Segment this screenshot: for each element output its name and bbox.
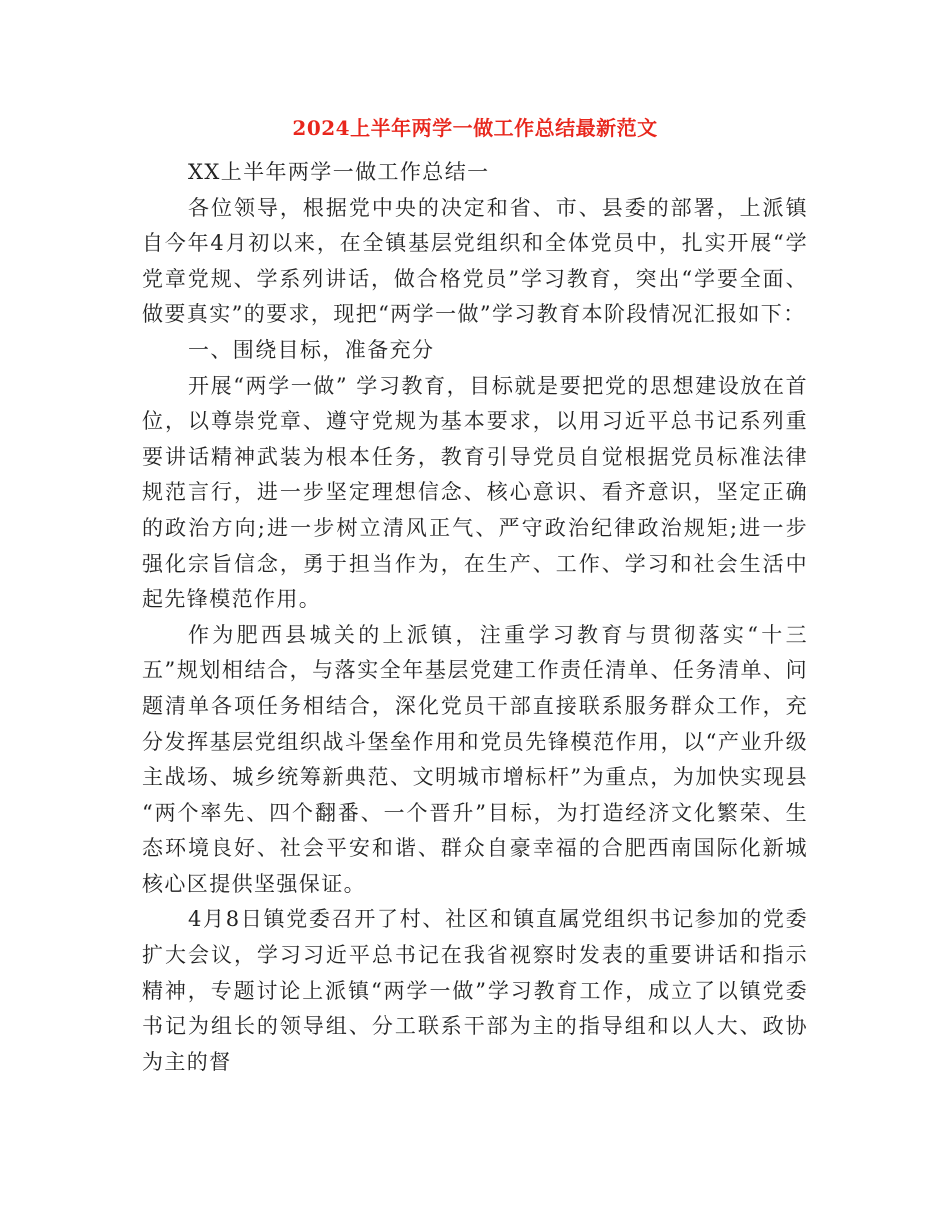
paragraph-meeting: 4月8日镇党委召开了村、社区和镇直属党组织书记参加的党委扩大会议，学习习近平总书记在我省视察时发表的重要讲话和指示精神，专题讨论上派镇“两学一做”学习教育工作，成立了以镇党委书记为组长的领导组、分工联系干部为主的指导组和以人大、政协为主的督	[142, 907, 808, 1074]
section-heading: 一、围绕目标，准备充分	[188, 337, 435, 362]
paragraph-town: 作为肥西县城关的上派镇，注重学习教育与贯彻落实“十三五”规划相结合，与落实全年基层党建工作责任清单、任务清单、问题清单各项任务相结合，深化党员干部直接联系服务群众工作，充分发挥基层党组织战斗堡垒作用和党员先锋模范作用，以“产业升级主战场、城乡统筹新典范、文明城市增标杆”为重点，为加快实现县 “两个率先、四个翻番、一个晋升”目标，为打造经济文化繁荣、生态环境良好、社会平安和谐、群众自豪幸福的合肥西南国际化新城核心区提供坚强保证。	[142, 622, 808, 896]
paragraph-subtitle: XX上半年两学一做工作总结一	[188, 160, 490, 184]
document-title: 2024上半年两学一做工作总结最新范文	[292, 116, 658, 140]
paragraph-goals: 开展“两学一做” 学习教育，目标就是要把党的思想建设放在首位，以尊崇党章、遵守党规为基本要求，以用习近平总书记系列重要讲话精神武装为根本任务，教育引导党员自觉根据党员标准法律规范言行，进一步坚定理想信念、核心意识、看齐意识，坚定正确的政治方向;进一步树立清风正气、严守政治纪律政治规矩;进一步强化宗旨信念，勇于担当作为，在生产、工作、学习和社会生活中起先锋模范作用。	[142, 373, 808, 612]
document-body	[142, 155, 808, 1080]
paragraph-intro: 各位领导，根据党中央的决定和省、市、县委的部署，上派镇自今年4月初以来，在全镇基层党组织和全体党员中，扎实开展“学党章党规、学系列讲话，做合格党员”学习教育，突出“学要全面、做要真实”的要求，现把“两学一做”学习教育本阶段情况汇报如下：	[142, 195, 808, 327]
